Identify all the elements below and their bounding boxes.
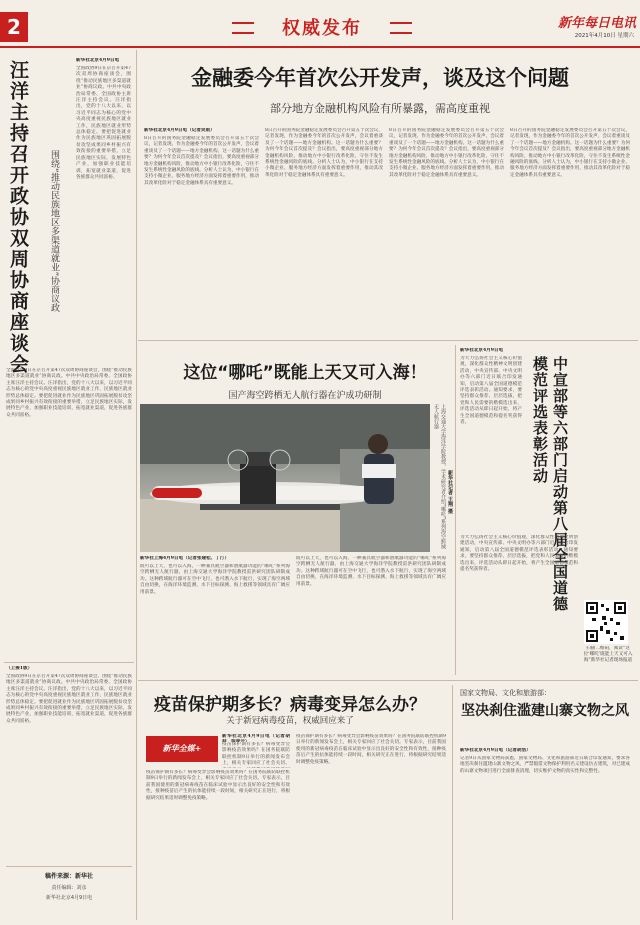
finance-bottom-rule <box>138 340 638 341</box>
naval-subheadline: 国产海空跨栖无人航行器在沪成功研制 <box>228 391 382 401</box>
qr-caption: 扫描二维码，阅读“这位‘哪吒’既能上天又可入海”新华社记者现场报道 <box>583 646 633 663</box>
vaccine-subheadline: 关于新冠病毒疫苗，权威回应来了 <box>226 716 354 726</box>
finance-body-col3: 8日召开的国务院金融稳定发展委员会召开第五十次会议，记者发现，作为金融委今年的首次公开发声，会议着重谈及了一个话题——地方金融机构。这一话题为什么重要？为何今年会议首次提及？会议指出，要高度重视部分地方金融机构风险，推动地方中小银行改革化险，守住不发生系统性金融风险的底线。分析人士认为，中小银行在支持小微企业、服务地方经济方面发挥着重要作用，推动其改革化险对于稳定金融体系具有重要意义。 <box>389 128 504 178</box>
naval-body-col1: 既可以上天，也可以入海，一种兼具航空器和潜航器功能的“哪吒”系列海空跨栖无人航行器，由上海交通大学海洋学院教授雷洪研究团队研制成功。这种跨域航行器可在空中飞行，也可潜入水下航行，实现了海空两域自由切换，在海洋环境监测、水下目标探测、海上救援等领域具有广阔应用前景。 <box>140 564 290 595</box>
naval-headline: 这位“哪吒”既能上天又可入海！ <box>183 363 427 383</box>
section-deco-right <box>390 22 412 34</box>
wang-continued-label: （上接1版） <box>6 666 33 671</box>
editor-credits: 责任编辑：刘彦 <box>51 885 87 891</box>
naval-dateline: 新华社上海4月9日电（记者张建松、丁汀） <box>140 556 230 561</box>
naval-photo-caption: 上海交通大学海洋学院教授，学术研究者介绍“哪吒”系列海空跨域无人航行器 <box>433 404 446 550</box>
middle-right-rule <box>455 345 456 675</box>
finance-body-col4: 8日召开的国务院金融稳定发展委员会召开第五十次会议，记者发现，作为金融委今年的首次公开发声，会议着重谈及了一个话题——地方金融机构。这一话题为什么重要？为何今年会议首次提及？会议指出，要高度重视部分地方金融机构风险，推动地方中小银行改革化险，守住不发生系统性金融风险的底线。分析人士认为，中小银行在支持小微企业、服务地方经济方面发挥着重要作用，推动其改革化险对于稳定金融体系具有重要意义。 <box>510 128 630 178</box>
finance-body-col1: 8日召开的国务院金融稳定发展委员会召开第五十次会议，记者发现，作为金融委今年的首次公开发声，会议着重谈及了一个话题——地方金融机构。这一话题为什么重要？为何今年会议首次提及？会议指出，要高度重视部分地方金融机构风险，推动地方中小银行改革化险，守住不发生系统性金融风险的底线。分析人士认为，中小银行在支持小微企业、服务地方经济方面发挥着重要作用，推动其改革化险对于稳定金融体系具有重要意义。 <box>144 136 259 186</box>
wang-body-bottom: 全国政协9日在京召开第47次双周协商座谈会，围绕“推动民族地区多渠道就业”协商议政。中共中央政治局常委、全国政协主席汪洋主持会议。汪洋指出，党的十八大以来，以习近平同志为核心的党中央高度重视民族地区就业工作，民族地区就业形势总体稳定。要把促进就业作为民族地区巩固拓展脱贫攻坚成果同乡村振兴有效衔接的重要举措，立足民族地区实际，发展特色产业，加强职业技能培训，拓宽就业渠道，促进各族群众共同富裕。 <box>6 368 132 418</box>
heritage-dateline: 新华社北京4月9日电（记者胡浩） <box>460 748 531 753</box>
wang-subheadline: 围绕“推动民族地区多渠道就业”协商议政 <box>49 150 59 313</box>
page-number: 2 <box>0 12 28 42</box>
vaccine-dateline: 新华社北京4月9日电（记者胡 <box>222 734 290 739</box>
moral-dateline: 新华社北京4月9日电 <box>460 348 504 353</box>
editor-dateline: 新华社北京4月9日电 <box>45 895 93 901</box>
editor-label: 稿件来源：新华社 <box>44 873 93 880</box>
xinhua-allmedia-badge: 新华全媒+ <box>146 736 218 762</box>
brand-logo: 新年每日电讯 <box>557 16 636 31</box>
finance-headline: 金融委今年首次公开发声，谈及这个问题 <box>191 66 569 90</box>
vaccine-body-col2: 疫苗保护期有多长？病毒变异会影响疫苗效果吗？在国务院联防联控机制9日举行的新闻发布会上，相关专家回应了社会关切。专家表示，目前我国使用的新冠病毒疫苗在临床试验中显示出良好的安全性和有效性，接种疫苗后产生的抗体能持续一段时间，相关研究正在进行，将根据研究结果适时调整免疫策略。 <box>296 734 446 765</box>
vaccine-headline: 疫苗保护期多长？病毒变异怎么办？ <box>154 695 426 715</box>
wang-headline: 汪洋主持召开政协双周协商座谈会 <box>7 60 29 375</box>
editor-box <box>6 866 132 917</box>
naval-photo-illustration <box>140 404 430 552</box>
left-bottom-rule <box>4 662 134 663</box>
finance-subheadline: 部分地方金融机构风险有所暴露，需高度重视 <box>270 102 490 115</box>
wang-body-top: 全国政协9日在京召开第47次双周协商座谈会，围绕“推动民族地区多渠道就业”协商议政。中共中央政治局常委、全国政协主席汪洋主持会议。汪洋指出，党的十八大以来，以习近平同志为核心的党中央高度重视民族地区就业工作，民族地区就业形势总体稳定。要把促进就业作为民族地区巩固拓展脱贫攻坚成果同乡村振兴有效衔接的重要举措，立足民族地区实际，发展特色产业，加强职业技能培训，拓宽就业渠道，促进各族群众共同富裕。 <box>76 66 131 180</box>
naval-photo-credit: 新华社记者 王翔 摄 <box>447 470 453 514</box>
heritage-headline: 坚决刹住滥建山寨文物之风 <box>461 703 629 719</box>
lower-right-rule <box>452 685 453 920</box>
lower-section-rule <box>138 680 638 681</box>
wang-continued-body: 全国政协9日在京召开第47次双周协商座谈会，围绕“推动民族地区多渠道就业”协商议政。中共中央政治局常委、全国政协主席汪洋主持会议。汪洋指出，党的十八大以来，以习近平同志为核心的党中央高度重视民族地区就业工作，民族地区就业形势总体稳定。要把促进就业作为民族地区巩固拓展脱贫攻坚成果同乡村振兴有效衔接的重要举措，立足民族地区实际，发展特色产业，加强职业技能培训，拓宽就业渠道，促进各族群众共同富裕。 <box>6 674 132 724</box>
moral-body-top: 为大力弘扬社会主义核心价值观，深化群众性精神文明创建活动，中央宣传部、中央文明办等六部门近日联合印发通知，启动第八届全国道德模范评选表彰活动。通知要求，要坚持群众推荐、层层选拔，把党和人民需要的楷模选出来，评选活动从即日起开始，将产生全国道德模范和提名奖获得者。 <box>460 356 522 426</box>
finance-dateline: 新华社北京4月9日电（记者吴雨） <box>144 128 215 133</box>
heritage-body: 记者9日从国家文物局获悉，国家文物局、文化和旅游部近日联合印发通知，要求各地坚决刹住滥建山寨文物之风，严禁假借文物保护利用名义建设仿古建筑，对已建成的山寨文物项目进行全面排查清理，切实维护文物的真实性和完整性。 <box>460 756 630 774</box>
vaccine-body-col1: 疫苗保护期有多长？病毒变异会影响疫苗效果吗？在国务院联防联控机制9日举行的新闻发布会上，相关专家回应了社会关切。专家表示，目前我国使用的新冠病毒疫苗在临床试验中显示出良好的安全性和有效性，接种疫苗后产生的抗体能持续一段时间，相关研究正在进行，将根据研究结果适时调整免疫策略。 <box>146 770 290 801</box>
section-title: 权威发布 <box>282 18 362 39</box>
qr-code[interactable] <box>584 600 628 644</box>
naval-photo <box>140 404 430 552</box>
moral-body-bottom: 为大力弘扬社会主义核心价值观，深化群众性精神文明创建活动，中央宣传部、中央文明办等六部门近日联合印发通知，启动第八届全国道德模范评选表彰活动。通知要求，要坚持群众推荐、层层选拔，把党和人民需要的楷模选出来，评选活动从即日起开始，将产生全国道德模范和提名奖获得者。 <box>460 535 578 573</box>
vaccine-body-col1a: 疫苗保护期有多长？病毒变异会影响疫苗效果吗？在国务院联防联控机制9日举行的新闻发布会上，相关专家回应了社会关切。 <box>222 742 290 767</box>
left-column-rule <box>136 50 137 920</box>
wang-dateline: 新华社北京4月9日电 <box>76 58 120 63</box>
issue-date: 2021年4月10日 星期六 <box>574 33 634 39</box>
section-deco-left <box>232 22 254 34</box>
header-rule <box>0 46 640 48</box>
moral-headline: 中宣部等六部门启动第八届全国道德模范评选表彰活动 <box>531 356 569 612</box>
heritage-section-label: 国家文物局、文化和旅游部： <box>460 689 551 697</box>
naval-body-col2: 既可以上天，也可以入海，一种兼具航空器和潜航器功能的“哪吒”系列海空跨栖无人航行器，由上海交通大学海洋学院教授雷洪研究团队研制成功。这种跨域航行器可在空中飞行，也可潜入水下航行，实现了海空两域自由切换，在海洋环境监测、水下目标探测、海上救援等领域具有广阔应用前景。 <box>296 556 446 587</box>
finance-body-col2: 8日召开的国务院金融稳定发展委员会召开第五十次会议，记者发现，作为金融委今年的首次公开发声，会议着重谈及了一个话题——地方金融机构。这一话题为什么重要？为何今年会议首次提及？会议指出，要高度重视部分地方金融机构风险，推动地方中小银行改革化险，守住不发生系统性金融风险的底线。分析人士认为，中小银行在支持小微企业、服务地方经济方面发挥着重要作用，推动其改革化险对于稳定金融体系具有重要意义。 <box>265 128 383 178</box>
